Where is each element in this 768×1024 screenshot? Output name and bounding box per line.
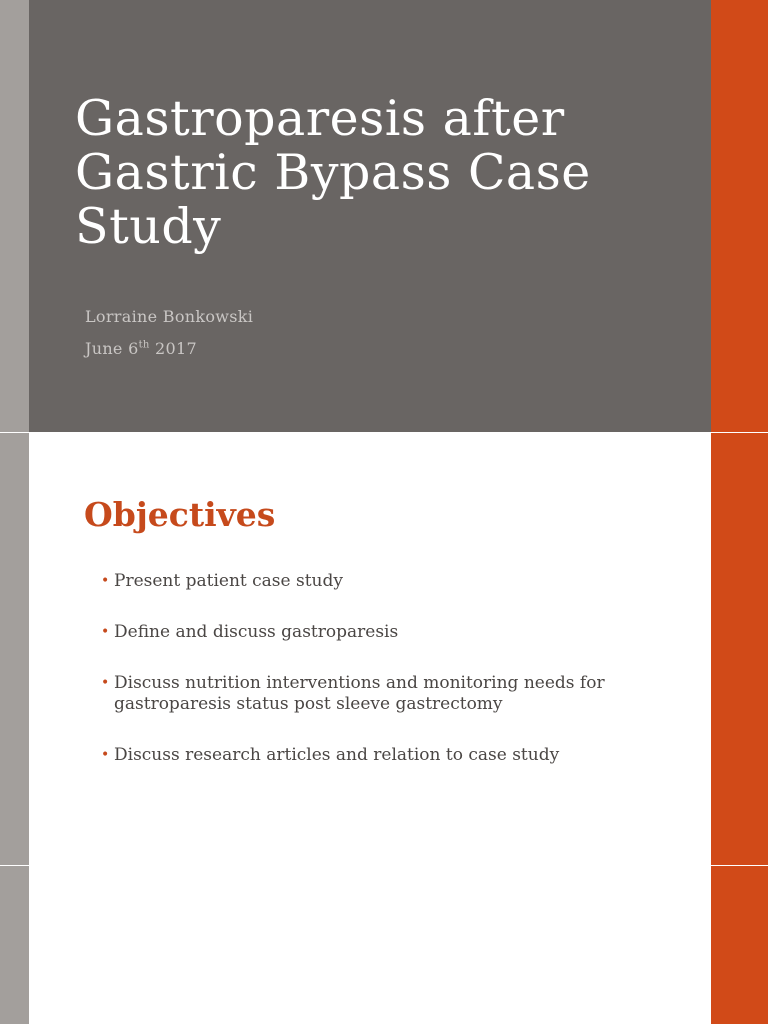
next-slide[interactable] [29, 866, 711, 1024]
bullet-icon: • [101, 675, 110, 691]
slide-title: Gastroparesis after Gastric Bypass Case Study [75, 90, 591, 255]
author-name: Lorraine Bonkowski [85, 307, 254, 326]
list-item [101, 622, 621, 643]
date-prefix: June 6 [85, 339, 139, 358]
bullet-text: Define and discuss gastroparesis [114, 622, 399, 642]
bullet-text: Discuss nutrition interventions and monitoring needs for gastroparesis status post sleeve gastrectomy [114, 673, 605, 714]
bullet-icon: • [101, 624, 110, 640]
title-slide[interactable] [29, 0, 711, 432]
right-rail [711, 0, 768, 1024]
objectives-heading: Objectives [84, 495, 276, 534]
bullet-text: Discuss research articles and relation to case study [114, 745, 560, 765]
list-item [101, 745, 621, 766]
list-item [101, 673, 621, 715]
bullet-text: Present patient case study [114, 571, 343, 591]
bullet-icon: • [101, 747, 110, 763]
left-rail [0, 0, 29, 1024]
objectives-slide[interactable] [29, 433, 711, 865]
list-item [101, 571, 621, 592]
presentation-date [85, 339, 197, 359]
bullet-icon: • [101, 573, 110, 589]
objectives-list [101, 571, 621, 796]
date-ordinal: th [138, 339, 150, 351]
date-year: 2017 [149, 339, 197, 358]
